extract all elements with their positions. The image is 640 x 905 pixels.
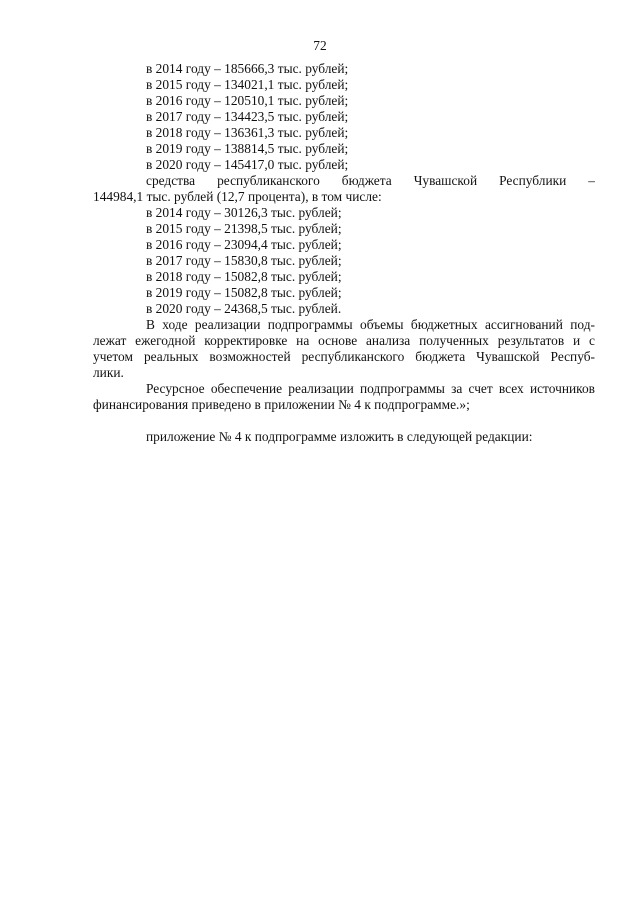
paragraph-line: В ходе реализации подпрограммы объемы бюджетных ассигнований под- xyxy=(146,317,595,332)
list-item: в 2020 году – 24368,5 тыс. рублей. xyxy=(146,301,342,316)
paragraph-line: Ресурсное обеспечение реализации подпрограммы за счет всех источников xyxy=(146,381,595,396)
list-item: в 2014 году – 30126,3 тыс. рублей; xyxy=(146,205,342,220)
adjustment-paragraph xyxy=(93,317,595,381)
list-item: в 2017 году – 134423,5 тыс. рублей; xyxy=(146,109,349,124)
years-list-total xyxy=(93,61,595,173)
list-item: в 2016 году – 23094,4 тыс. рублей; xyxy=(146,237,342,252)
list-item: в 2018 году – 15082,8 тыс. рублей; xyxy=(146,269,342,284)
list-item: в 2015 году – 21398,5 тыс. рублей; xyxy=(146,221,342,236)
list-item: в 2020 году – 145417,0 тыс. рублей; xyxy=(146,157,349,172)
list-item: в 2015 году – 134021,1 тыс. рублей; xyxy=(146,77,349,92)
list-item: в 2019 году – 138814,5 тыс. рублей; xyxy=(146,141,349,156)
republican-budget-paragraph xyxy=(93,173,595,205)
document-body xyxy=(93,61,595,445)
years-list-republican xyxy=(93,205,595,317)
list-item: в 2014 году – 185666,3 тыс. рублей; xyxy=(146,61,349,76)
paragraph-spacer xyxy=(93,413,595,429)
paragraph-line: средства республиканского бюджета Чувашской Республики – xyxy=(146,173,595,188)
page-number: 72 xyxy=(313,38,327,53)
list-item: в 2018 году – 136361,3 тыс. рублей; xyxy=(146,125,349,140)
paragraph-line: учетом реальных возможностей республиканского бюджета Чувашской Респуб- xyxy=(93,349,595,364)
paragraph-line: финансирования приведено в приложении № 4 к подпрограмме.»; xyxy=(93,397,470,412)
paragraph-line: лики. xyxy=(93,365,124,380)
list-item: в 2016 году – 120510,1 тыс. рублей; xyxy=(146,93,349,108)
resources-paragraph xyxy=(93,381,595,413)
paragraph-line: 144984,1 тыс. рублей (12,7 процента), в том числе: xyxy=(93,189,382,204)
list-item: в 2019 году – 15082,8 тыс. рублей; xyxy=(146,285,342,300)
list-item: в 2017 году – 15830,8 тыс. рублей; xyxy=(146,253,342,268)
appendix-instruction: приложение № 4 к подпрограмме изложить в следующей редакции: xyxy=(146,429,533,444)
paragraph-line: лежат ежегодной корректировке на основе анализа полученных результатов и с xyxy=(93,333,595,348)
